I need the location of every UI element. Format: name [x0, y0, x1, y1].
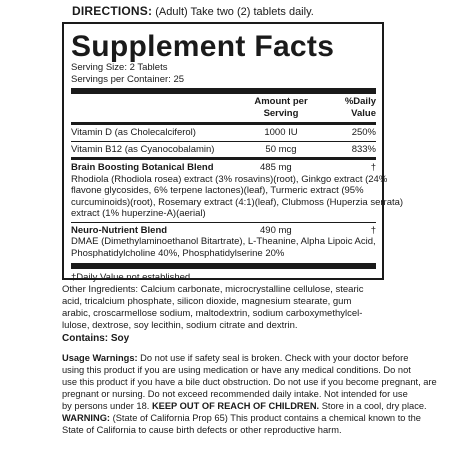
footnote: †Daily Value not established [71, 272, 191, 283]
keep-out-of-reach: KEEP OUT OF REACH OF CHILDREN. [151, 401, 320, 411]
directions [72, 5, 314, 19]
blend-botanical [71, 160, 404, 222]
blend-ingredients-line: Rhodiola (Rhodiola rosea) extract (3% rosavins)(root), Ginkgo extract (24% [71, 173, 388, 185]
allergen-statement: Contains: Soy [62, 333, 130, 344]
blend-name: Neuro-Nutrient Blend [71, 224, 168, 236]
daily-value-header: %Daily Value [344, 96, 376, 119]
panel-title: Supplement Facts [71, 30, 335, 63]
blend-ingredients-line: curcuminoids)(root), Rosemary extract (4:1)(leaf), Clubmoss (Huperzia serrata) [71, 196, 404, 208]
blend-ingredients-line: extract (1% huperzine-A)(aerial) [71, 208, 206, 219]
nutrient-row: Vitamin B12 (as Cyanocobalamin) 50 mcg 833% [71, 143, 376, 155]
blend-amount: 485 mg [260, 162, 292, 173]
blend-neuro [71, 223, 376, 262]
servings-per-container: Servings per Container: 25 [71, 73, 185, 85]
serving-size: Serving Size: 2 Tablets [71, 62, 168, 73]
blend-ingredients-line: DMAE (Dimethylaminoethanol Bitartrate), L-Theanine, Alpha Lipoic Acid, [71, 236, 376, 247]
blend-name: Brain Boosting Botanical Blend [71, 162, 214, 173]
blend-amount: 490 mg [260, 224, 292, 236]
blend-ingredients-line: Phosphatidylcholine 40%, Phosphatidylserine 20% [71, 247, 285, 259]
nutrient-row: Vitamin D (as Cholecalciferol) 1000 IU 250% [71, 127, 376, 138]
directions-text: (Adult) Take two (2) tablets daily. [152, 6, 314, 18]
blend-ingredients-line: flavone glycosides, 6% terpene lactones)(leaf), Turmeric extract (95% [71, 185, 364, 196]
prop65-label: WARNING: [62, 413, 111, 423]
directions-label: DIRECTIONS: [72, 4, 153, 18]
blend-dv: † [370, 162, 376, 173]
usage-warnings: Usage Warnings: Do not use if safety seal is broken. Check with your doctor before using this product if you are using medication or have any medical conditions. Do not use this product if you have a bile duct obstruction. Do not use if you become pregnant, are pregnant or nursing. Do not exceed recommended daily intake. Not intended for use by persons under 18. KEEP OUT OF REACH OF CHILDREN. Store in a cool, dry place. WARNING: (State of California Prop 65) This product contains a chemical known to the State of California to cause birth defects or other reproductive harm. [62, 353, 437, 435]
amount-header: Amount per Serving [254, 96, 308, 119]
other-ingredients: Other Ingredients: Calcium carbonate, microcrystalline cellulose, stearic acid, tricalcium phosphate, silicon dioxide, magnesium stearate, gum arabic, croscarmellose sodium, maltodextrin, sodium carboxymethylcel- lulose, dextrose, soy lecithin, sodium citrate and dextrin. [62, 284, 364, 331]
supplement-facts-panel [62, 22, 404, 283]
blend-dv: † [370, 224, 376, 236]
warnings-label: Usage Warnings: [62, 353, 138, 363]
column-header [71, 94, 376, 122]
